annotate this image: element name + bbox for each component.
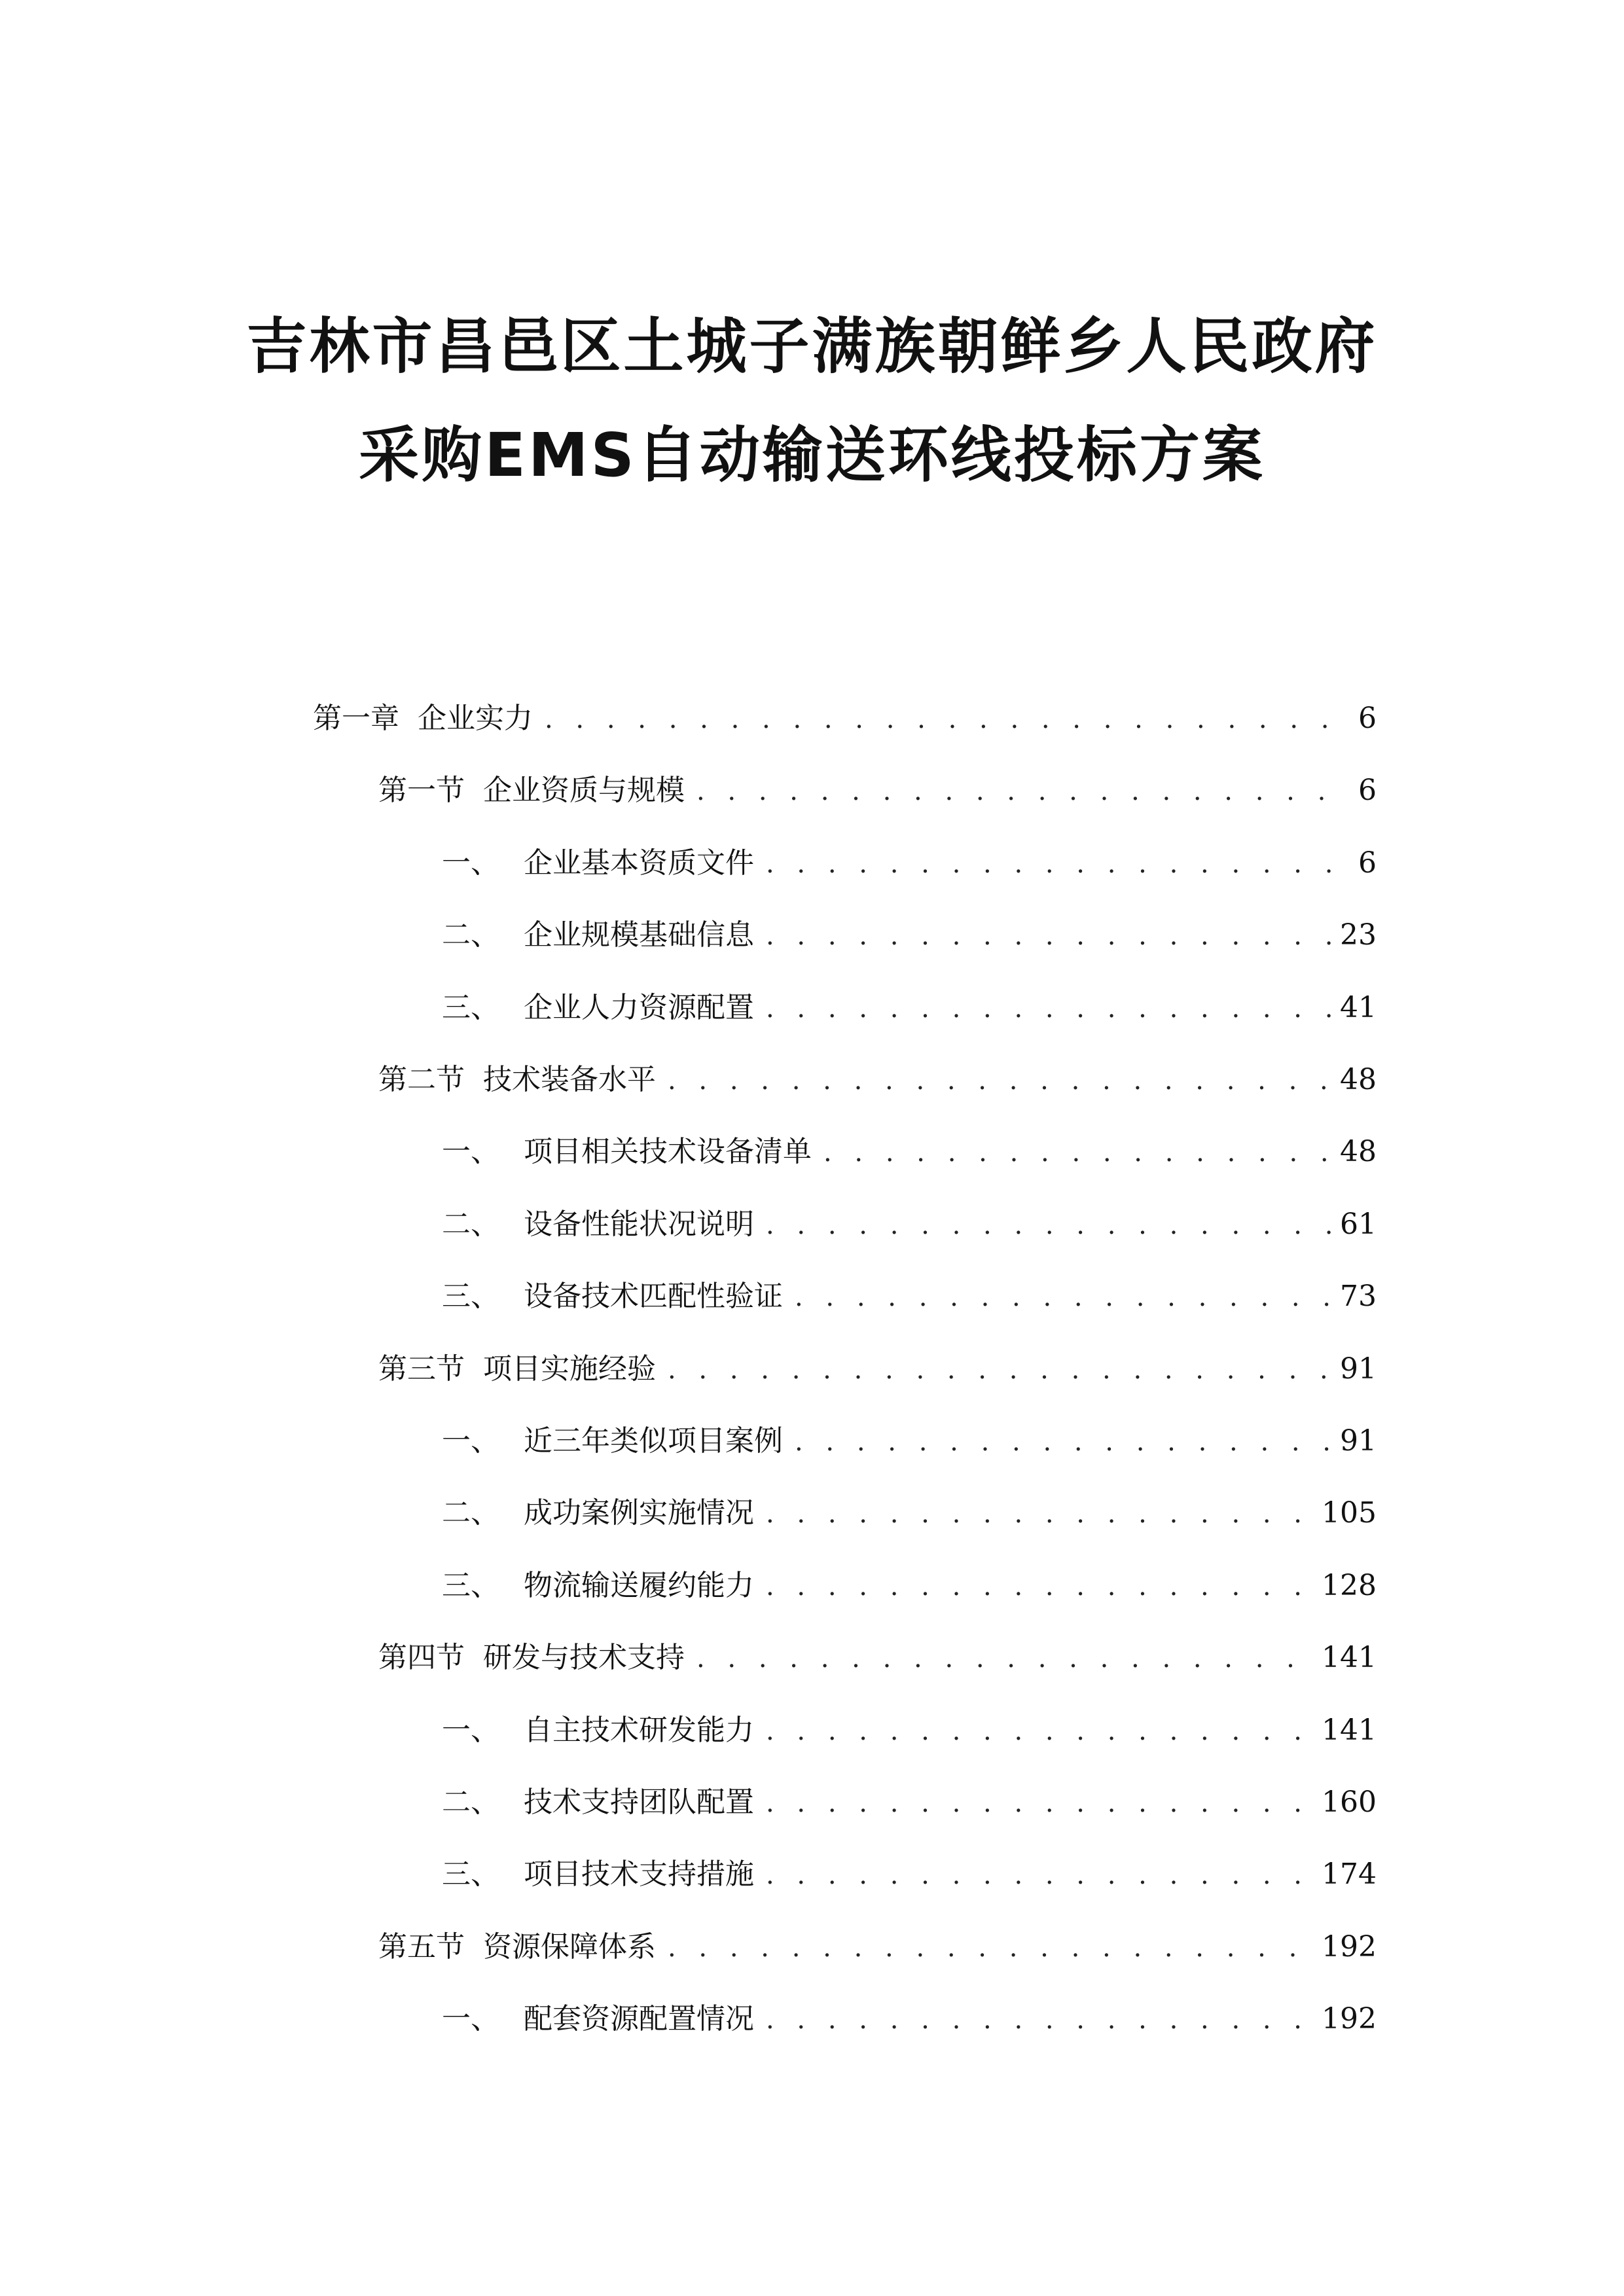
toc-entry-title: 企业实力 (418, 702, 533, 735)
toc-entry-number: 三、 (442, 1857, 499, 1891)
toc-entry[interactable] (442, 844, 1377, 883)
toc-entry-label (378, 771, 696, 810)
toc-entry-title: 技术支持团队配置 (524, 1785, 754, 1819)
toc-page-number: 192 (1322, 1930, 1377, 1964)
toc-entry-number: 第一章 (313, 702, 399, 735)
toc-entry-label (442, 1783, 766, 1822)
toc-entry[interactable] (442, 1205, 1377, 1244)
toc-page-number: 41 (1340, 991, 1377, 1024)
toc-dot-leader (696, 1639, 1312, 1677)
toc-page-number: 6 (1358, 774, 1377, 807)
toc-entry-label (442, 1855, 766, 1894)
toc-entry-title: 物流输送履约能力 (524, 1569, 754, 1602)
toc-entry-title: 企业基本资质文件 (524, 846, 754, 880)
toc-page-number: 128 (1322, 1569, 1377, 1602)
toc-entry-label (442, 1711, 766, 1750)
toc-dot-leader (766, 2000, 1312, 2039)
toc-entry-number: 一、 (442, 2002, 499, 2036)
toc-entry-label (378, 1928, 668, 1967)
toc-dot-leader (766, 916, 1331, 955)
toc-entry-label (442, 844, 766, 883)
toc-entry[interactable] (442, 1494, 1377, 1533)
toc-entry-number: 第五节 (378, 1930, 465, 1964)
toc-entry[interactable] (442, 1711, 1377, 1750)
toc-entry-label (442, 1205, 766, 1244)
toc-entry-label (442, 1132, 823, 1172)
title-line-1: 吉林市昌邑区土城子满族朝鲜乡人民政府 (246, 312, 1378, 382)
toc-entry-title: 项目相关技术设备清单 (524, 1135, 812, 1168)
toc-page-number: 48 (1340, 1063, 1377, 1096)
toc-dot-leader (823, 1133, 1331, 1172)
toc-dot-leader (766, 1856, 1312, 1894)
toc-entry-label (378, 1060, 668, 1100)
toc-entry-label (442, 1422, 795, 1461)
toc-entry[interactable] (442, 1566, 1377, 1605)
toc-entry-label (442, 988, 766, 1028)
toc-entry-number: 二、 (442, 1496, 499, 1530)
toc-entry-title: 项目实施经验 (483, 1352, 656, 1386)
toc-page-number: 73 (1340, 1280, 1377, 1313)
toc-entry-number: 二、 (442, 1785, 499, 1819)
toc-entry-number: 第二节 (378, 1063, 465, 1096)
toc-page-number: 160 (1322, 1785, 1377, 1819)
toc-page-number: 141 (1322, 1713, 1377, 1747)
toc-entry-label (378, 1638, 696, 1677)
toc-dot-leader (766, 1206, 1331, 1244)
document-title (0, 314, 1624, 488)
toc-page-number: 105 (1322, 1496, 1377, 1530)
toc-page-number: 48 (1340, 1135, 1377, 1168)
toc-entry[interactable] (442, 916, 1377, 955)
toc-dot-leader (795, 1422, 1331, 1461)
toc-entry[interactable] (378, 1350, 1377, 1389)
toc-dot-leader (545, 700, 1341, 738)
toc-dot-leader (795, 1278, 1331, 1316)
toc-entry-title: 近三年类似项目案例 (524, 1424, 783, 1458)
toc-entry-title: 研发与技术支持 (483, 1641, 685, 1674)
toc-entry-title: 设备性能状况说明 (524, 1208, 754, 1241)
toc-page-number: 141 (1322, 1641, 1377, 1674)
toc-page-number: 91 (1340, 1424, 1377, 1458)
toc-entry-title: 企业规模基础信息 (524, 918, 754, 952)
toc-entry-number: 一、 (442, 1713, 499, 1747)
toc-entry-title: 设备技术匹配性验证 (524, 1280, 783, 1313)
toc-entry[interactable] (442, 988, 1377, 1028)
toc-entry-number: 一、 (442, 1424, 499, 1458)
toc-dot-leader (696, 772, 1341, 810)
toc-entry-number: 一、 (442, 1135, 499, 1168)
toc-entry-number: 三、 (442, 1280, 499, 1313)
toc-entry-number: 一、 (442, 846, 499, 880)
toc-entry-label (442, 1277, 795, 1316)
toc-page-number: 23 (1340, 918, 1377, 952)
toc-entry-label (442, 2000, 766, 2039)
toc-entry-label (442, 916, 766, 955)
toc-entry-label (313, 699, 545, 738)
toc-entry-number: 第一节 (378, 774, 465, 807)
toc-page-number: 6 (1358, 702, 1377, 735)
toc-entry-number: 二、 (442, 1208, 499, 1241)
toc-entry-title: 企业人力资源配置 (524, 991, 754, 1024)
toc-entry[interactable] (442, 1422, 1377, 1461)
toc-entry-title: 项目技术支持措施 (524, 1857, 754, 1891)
toc-page-number: 174 (1322, 1857, 1377, 1891)
toc-dot-leader (766, 844, 1341, 883)
toc-page-number: 61 (1340, 1208, 1377, 1241)
toc-entry-title: 技术装备水平 (483, 1063, 656, 1096)
toc-page-number: 6 (1358, 846, 1377, 880)
toc-dot-leader (766, 1567, 1312, 1605)
toc-entry-title: 自主技术研发能力 (524, 1713, 754, 1747)
toc-entry-title: 成功案例实施情况 (524, 1496, 754, 1530)
toc-dot-leader (668, 1350, 1331, 1389)
toc-entry-title: 企业资质与规模 (483, 774, 685, 807)
toc-entry-number: 第三节 (378, 1352, 465, 1386)
toc-entry[interactable] (378, 1060, 1377, 1100)
toc-entry-label (378, 1350, 668, 1389)
toc-dot-leader (766, 1494, 1312, 1533)
toc-dot-leader (668, 1928, 1312, 1967)
toc-entry-title: 资源保障体系 (483, 1930, 656, 1964)
toc-entry-title: 配套资源配置情况 (524, 2002, 754, 2036)
toc-dot-leader (766, 1784, 1312, 1822)
toc-page-number: 91 (1340, 1352, 1377, 1386)
toc-entry-number: 第四节 (378, 1641, 465, 1674)
toc-entry-label (442, 1494, 766, 1533)
toc-entry[interactable] (442, 2000, 1377, 2039)
toc-dot-leader (766, 989, 1331, 1028)
toc-dot-leader (766, 1712, 1312, 1750)
toc-entry-number: 二、 (442, 918, 499, 952)
title-line-2: 采购EMS自动输送环线投标方案 (359, 420, 1265, 490)
toc-dot-leader (668, 1061, 1331, 1100)
toc-entry-label (442, 1566, 766, 1605)
toc-entry[interactable] (442, 1855, 1377, 1894)
toc-entry[interactable] (442, 1277, 1377, 1316)
toc-entry[interactable] (442, 1132, 1377, 1172)
toc-entry[interactable] (442, 1783, 1377, 1822)
toc-entry-number: 三、 (442, 1569, 499, 1602)
toc-entry[interactable] (378, 771, 1377, 810)
toc-entry[interactable] (378, 1638, 1377, 1677)
toc-entry-number: 三、 (442, 991, 499, 1024)
toc-entry[interactable] (313, 699, 1377, 738)
toc-page-number: 192 (1322, 2002, 1377, 2036)
toc-entry[interactable] (378, 1928, 1377, 1967)
